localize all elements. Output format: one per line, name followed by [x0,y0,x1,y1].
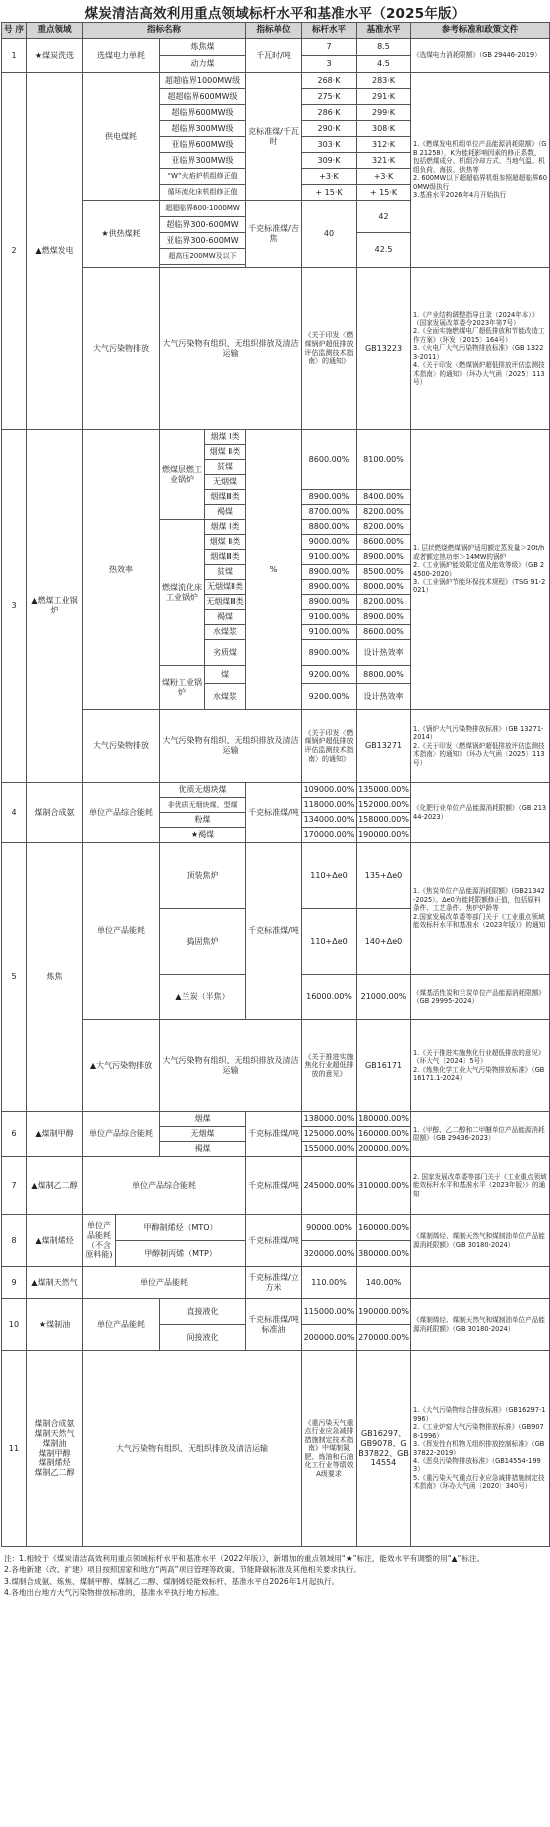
benchmark-cell: 118000.00% [302,798,357,813]
unit-cell: 千克标准煤/吨 [246,843,302,1020]
subitem-cell: 水煤浆 [205,684,246,710]
benchmark-cell: 8600.00% [302,430,357,490]
benchmark-cell: 125000.00% [302,1127,357,1142]
ref-cell: 《煤制烯烃、煤制天然气和煤制油单位产品能源消耗限额》（GB 30180-2024） [411,1299,550,1351]
base-cell: 设计热效率 [357,640,411,666]
domain-cell: ▲煤制烯烃 [27,1215,83,1267]
base-cell: +3·K [357,169,411,185]
subitem-cell: 无烟煤 [160,1127,246,1142]
benchmark-cell: 200000.00% [302,1325,357,1351]
base-cell: 308·K [357,121,411,137]
subitem-cell: 超临界300-600MW [160,217,246,233]
subitem-cell: 粉煤 [160,813,246,828]
base-cell: 135000.00% [357,783,411,798]
base-cell: 8900.00% [357,610,411,625]
subitem-cell: 劣质煤 [205,640,246,666]
benchmark-cell: 7 [302,39,357,56]
benchmark-cell: 320000.00% [302,1241,357,1267]
table-row [2,710,550,783]
subitem-cell: 无烟煤Ⅱ类 [205,580,246,595]
base-cell: 4.5 [357,56,411,73]
base-cell: 190000.00% [357,1299,411,1325]
domain-cell: ▲煤制乙二醇 [27,1157,83,1215]
subitem-cell: 亚临界600MW级 [160,137,246,153]
base-cell: 8.5 [357,39,411,56]
standards-table [1,22,550,1547]
table-row [2,783,550,798]
base-cell: 21000.00% [357,975,411,1020]
row-no: 5 [2,843,27,1112]
benchmark-cell: 155000.00% [302,1142,357,1157]
base-cell: 158000.00% [357,813,411,828]
ref-cell: 1.《燃煤发电机组单位产品能源消耗限额》（GB 21258），K为能耗影响因素的修正系数，包括燃煤成分、机组冷却方式、当地气温、机组负荷、海拔、供热等 2. 600MW以下超超临界机组参照超超临界600MW级执行 3.基准水平2026年4月开始执行 [411,73,550,268]
base-cell: 180000.00% [357,1112,411,1127]
subitem-cell: 动力煤 [160,56,246,73]
subitem-cell: 亚临界300MW级 [160,153,246,169]
benchmark-cell: 110.00% [302,1267,357,1299]
indicator-cell: ▲大气污染物排放 [83,1020,160,1112]
subitem-cell: 甲醇制烯烃（MTO） [116,1215,246,1241]
base-cell: 190000.00% [357,828,411,843]
ref-cell: 1.《焦炭单位产品能源消耗限额》(GB21342-2025）。Δe0为能耗限额修正值，包括原料条件、工艺条件、焦炉炉龄等 2.国家发展改革委等部门关于《工业重点领域能效标杆水平和基准水（2023年版）》的通知 [411,843,550,975]
base-cell: 312·K [357,137,411,153]
indicator-cell: 大气污染物排放 [83,710,160,783]
subitem-cell: 烟煤Ⅲ类 [205,490,246,505]
benchmark-cell: 9200.00% [302,666,357,684]
base-cell: 8900.00% [357,550,411,565]
benchmark-cell: 8700.00% [302,505,357,520]
desc-cell: 大气污染物有组织、无组织排放及清洁运输 [83,1351,302,1547]
benchmark-cell: 《关于推进实施焦化行业超低排放的意见》 [302,1020,357,1112]
table-row [2,268,550,430]
subitem-cell: 褐煤 [205,505,246,520]
row-no: 11 [2,1351,27,1547]
subitem-cell: 超超临界600-1000MW [160,201,246,217]
domain-cell: ▲燃煤发电 [27,73,83,430]
base-cell: 8600.00% [357,625,411,640]
table-header [2,23,550,39]
indicator-cell: 单位产品综合能耗 [83,1157,246,1215]
subitem-cell: 烟煤 Ⅰ类 [205,520,246,535]
indicator-cell: 单位产品能耗 [83,1267,246,1299]
unit-cell: 千克标准煤/吉焦 [246,201,302,268]
indicator-cell: 单位产品综合能耗 [83,1112,160,1157]
table-row [2,1112,550,1127]
ref-cell: 2. 国家发展改革委等部门关于《工业重点领域能效标杆水平和基准水平（2023年版）》的通知 [411,1157,550,1215]
desc-cell: 大气污染物有组织、无组织排放及清洁运输 [160,1020,302,1112]
benchmark-cell: 138000.00% [302,1112,357,1127]
subitem-cell: 烟煤 Ⅰ类 [205,430,246,445]
base-cell: 8800.00% [357,666,411,684]
table-row [2,430,550,445]
subitem-cell: 顶装焦炉 [160,843,246,909]
ref-cell: 1.《锅炉大气污染物排放标准》（GB 13271-2014） 2.《关于印发〈燃煤锅炉超低排放评估监测技术指南〉的通知》（环办大气函〔2025〕113号） [411,710,550,783]
subitem-cell: 直接液化 [160,1299,246,1325]
row-no: 10 [2,1299,27,1351]
indicator-cell: ★供热煤耗 [83,201,160,268]
unit-cell: 千克标准煤/吨 [246,1112,302,1157]
row-no: 3 [2,430,27,783]
table-row [2,1351,550,1547]
table-row [2,1299,550,1325]
base-cell: + 15·K [357,185,411,201]
benchmark-cell: 110+Δe0 [302,843,357,909]
subitem-cell: 烟煤 Ⅱ类 [205,445,246,460]
col-unit: 指标单位 [246,23,302,39]
col-no: 号 序 [2,23,27,39]
benchmark-cell: +3·K [302,169,357,185]
subitem-cell: 炼焦煤 [160,39,246,56]
desc-cell: 大气污染物有组织、无组织排放及清洁运输 [160,268,302,430]
subitem-cell: 贫煤 [205,565,246,580]
base-cell: 8200.00% [357,595,411,610]
benchmark-cell: 245000.00% [302,1157,357,1215]
benchmark-cell: 303·K [302,137,357,153]
subitem-cell: 超临界300MW级 [160,121,246,137]
row-no: 1 [2,39,27,73]
table-row [2,1020,550,1112]
row-no: 9 [2,1267,27,1299]
ref-cell: 1.《甲醇、乙二醇和二甲醚单位产品能源消耗限额》（GB 29436-2023） [411,1112,550,1157]
row-no: 4 [2,783,27,843]
row-no: 6 [2,1112,27,1157]
subitem-cell: 贫煤 [205,460,246,475]
ref-cell: 《化肥行业单位产品能源消耗限额》（GB 21344-2023） [411,783,550,843]
domain-cell: 煤制合成氨 煤制天然气 煤制油 煤制甲醇 煤制烯烃 煤制乙二醇 [27,1351,83,1547]
base-cell: 152000.00% [357,798,411,813]
subitem-cell: 褐煤 [205,610,246,625]
unit-cell: 千克标准煤/立方米 [246,1267,302,1299]
benchmark-cell: 110+Δe0 [302,909,357,975]
col-ref: 参考标准和政策文件 [411,23,550,39]
domain-cell: 煤制合成氨 [27,783,83,843]
domain-cell: ★煤制油 [27,1299,83,1351]
benchmark-cell: 8900.00% [302,490,357,505]
benchmark-cell: 16000.00% [302,975,357,1020]
footnote: 2.各地新建（改、扩建）项目按照国家和地方“两高”项目管理等政策、节能降碳标准及其他相关要求执行。 [4,1565,361,1575]
base-cell: 299·K [357,105,411,121]
base-cell: 8200.00% [357,520,411,535]
base-cell: 291·K [357,89,411,105]
benchmark-cell: 90000.00% [302,1215,357,1241]
subitem-cell: “W”火焰炉机组修正值 [160,169,246,185]
subitem-cell: 煤 [205,666,246,684]
benchmark-cell: 9100.00% [302,625,357,640]
table-row [2,1267,550,1299]
benchmark-cell: 8900.00% [302,595,357,610]
subitem-cell: 无烟煤Ⅲ类 [205,595,246,610]
indicator-cell: 大气污染物排放 [83,268,160,430]
subitem-cell: 无烟煤 [205,475,246,490]
base-cell: GB16171 [357,1020,411,1112]
domain-cell: ★煤炭洗选 [27,39,83,73]
ref-cell: 《煤制烯烃、煤制天然气和煤制油单位产品能源消耗限额》（GB 30180-2024） [411,1215,550,1267]
table-row [2,843,550,909]
indicator-cell: 单位产品综合能耗 [83,783,160,843]
ref-cell: 《选煤电力消耗限额》（GB 29446-2019） [411,39,550,73]
footnote: 4.各地出台地方大气污染物排放标准的，基准水平执行地方标准。 [4,1588,224,1598]
subitem-cell: 超临界600MW级 [160,105,246,121]
benchmark-cell: 115000.00% [302,1299,357,1325]
subitem-cell: 超高压200MW及以下 [160,249,246,265]
base-cell: 8500.00% [357,565,411,580]
subitem-cell: 超超临界1000MW级 [160,73,246,89]
unit-cell: % [246,430,302,710]
base-cell: 310000.00% [357,1157,411,1215]
subitem-cell: 超超临界600MW级 [160,89,246,105]
benchmark-cell: 40 [302,201,357,268]
base-cell: 160000.00% [357,1127,411,1142]
base-cell: 160000.00% [357,1215,411,1241]
base-cell: 8200.00% [357,505,411,520]
unit-cell: 千克标准煤/吨 [246,1215,302,1267]
base-cell: 8100.00% [357,430,411,490]
benchmark-cell: 9100.00% [302,610,357,625]
subitem-cell: 褐煤 [160,1142,246,1157]
benchmark-cell: 《重污染天气重点行业应急减排措施制定技术指南》中煤制氮肥、炼油和石油化工行业等绩效A级要求 [302,1351,357,1547]
indicator-cell: 单位产品能耗（不含原料能) [83,1215,116,1267]
benchmark-cell: 《关于印发〈燃煤锅炉超低排放评估监测技术指南〉的通知》 [302,268,357,430]
base-cell: 283·K [357,73,411,89]
indicator-cell: 选煤电力单耗 [83,39,160,73]
col-indicator: 指标名称 [83,23,246,39]
ref-cell: 1.《关于推进实施焦化行业超低排放的意见》（环大气〔2024〕5号） 2.《炼焦化学工业大气污染物排放标准》（GB16171.1-2024） [411,1020,550,1112]
group-cell: 煤粉工业锅炉 [160,666,205,710]
table-row [2,39,550,56]
ref-cell: 1.《产业结构调整指导目录（2024年本）》（国家发展改革委令2023年第7号） 2.《全面实施燃煤电厂超低排放和节能改造工作方案》（环发〔2015〕164号） 3.《火电厂大气污染物排放标准》（GB 13223-2011） 4.《关于印发〈燃煤锅炉超低排放评估监测技术指南〉的通知》（环办大气函〔2025〕113号） [411,268,550,430]
benchmark-cell: 268·K [302,73,357,89]
base-cell: 270000.00% [357,1325,411,1351]
subitem-cell: 亚临界300-600MW [160,233,246,249]
subitem-cell: 甲醇制丙烯（MTP） [116,1241,246,1267]
row-no: 7 [2,1157,27,1215]
benchmark-cell: 8900.00% [302,580,357,595]
page-title: 煤炭清洁高效利用重点领域标杆水平和基准水平（2025年版） [84,6,466,22]
footnote: 注：1.相较于《煤炭清洁高效利用重点领域标杆水平和基准水平（2022年版）》，新增加的重点领域用“★”标注，能效水平有调整的用“▲”标注。 [4,1554,485,1563]
base-cell: 8600.00% [357,535,411,550]
group-cell: 燃煤流化床工业锅炉 [160,520,205,666]
ref-cell: 1. 层状燃烧燃煤锅炉适用额定蒸发量＞20t/h或者额定热功率＞14MW的锅炉 2.《工业锅炉能效限定值及能效等级》（GB 24500-2020） 3.《工业锅炉节能环保技术规程》（TSG 91-2021） [411,430,550,710]
base-cell: 42.5 [357,233,411,268]
base-cell: 140.00% [357,1267,411,1299]
base-cell: 200000.00% [357,1142,411,1157]
benchmark-cell: 3 [302,56,357,73]
table-row [2,73,550,89]
indicator-cell: 单位产品能耗 [83,843,160,1020]
col-benchmark: 标杆水平 [302,23,357,39]
indicator-cell: 供电煤耗 [83,73,160,201]
footnote: 3.煤制合成氨、炼焦、煤制甲醇、煤制乙二醇、煤制烯烃能效标杆、基准水平自2026年1月起执行。 [4,1576,340,1586]
base-cell: 380000.00% [357,1241,411,1267]
subitem-cell: ▲兰炭（半焦） [160,975,246,1020]
base-cell: 设计热效率 [357,684,411,710]
subitem-cell: 循环流化床机组修正值 [160,185,246,201]
table-row [2,1215,550,1241]
table-row [2,1157,550,1215]
row-no: 2 [2,73,27,430]
benchmark-cell: 286·K [302,105,357,121]
col-base: 基准水平 [357,23,411,39]
benchmark-cell: 8900.00% [302,565,357,580]
benchmark-cell: 9200.00% [302,684,357,710]
base-cell: GB16297、GB9078、GB37822、GB14554 [357,1351,411,1547]
benchmark-cell: 9000.00% [302,535,357,550]
subitem-cell: 烟煤 [160,1112,246,1127]
base-cell: GB13223 [357,268,411,430]
subitem-cell: 非优质无烟块煤、型煤 [160,798,246,813]
col-domain: 重点领域 [27,23,83,39]
base-cell: 8400.00% [357,490,411,505]
base-cell: 8000.00% [357,580,411,595]
base-cell: 140+Δe0 [357,909,411,975]
unit-cell: 千克标准煤/吨 [246,783,302,843]
benchmark-cell: 309·K [302,153,357,169]
benchmark-cell: 9100.00% [302,550,357,565]
unit-cell: 千瓦时/吨 [246,39,302,73]
base-cell: 135+Δe0 [357,843,411,909]
footnotes [0,1547,550,1599]
benchmark-cell: 8900.00% [302,640,357,666]
benchmark-cell: 134000.00% [302,813,357,828]
unit-cell: 千克标准煤/吨 [246,1157,302,1215]
benchmark-cell: 170000.00% [302,828,357,843]
domain-cell: ▲煤制甲醇 [27,1112,83,1157]
desc-cell: 大气污染物有组织、无组织排放及清洁运输 [160,710,302,783]
benchmark-cell: 290·K [302,121,357,137]
ref-cell: 《煤基活性炭和兰炭单位产品能源消耗限额》（GB 29995-2024） [411,975,550,1020]
benchmark-cell: 109000.00% [302,783,357,798]
domain-cell: 炼焦 [27,843,83,1112]
subitem-cell: ★褐煤 [160,828,246,843]
base-cell: 321·K [357,153,411,169]
subitem-cell: 间接液化 [160,1325,246,1351]
subitem-cell: 烟煤 Ⅱ类 [205,535,246,550]
domain-cell: ▲煤制天然气 [27,1267,83,1299]
unit-cell: 克标准煤/千瓦时 [246,73,302,201]
row-no: 8 [2,1215,27,1267]
subitem-cell: 优质无烟块煤 [160,783,246,798]
base-cell: 42 [357,201,411,233]
benchmark-cell: 《关于印发〈燃煤锅炉超低排放评估监测技术指南〉的通知》 [302,710,357,783]
domain-cell: ▲燃煤工业锅炉 [27,430,83,783]
ref-cell [411,1267,550,1299]
unit-cell: 千克标准煤/吨标准油 [246,1299,302,1351]
indicator-cell: 单位产品能耗 [83,1299,160,1351]
benchmark-cell: 275·K [302,89,357,105]
benchmark-cell: 8800.00% [302,520,357,535]
subitem-cell: 烟煤Ⅲ类 [205,550,246,565]
subitem-cell: 捣固焦炉 [160,909,246,975]
ref-cell: 1.《大气污染物综合排放标准》（GB16297-1996） 2.《工业炉窑大气污染物排放标准》（GB9078-1996） 3.《挥发性有机物无组织排放控制标准》（GB37822-2019） 4.《恶臭污染物排放标准》（GB14554-1993） 5.《重污染天气重点行业应急减排措施制定技术指南》（环办大气函〔2020〕340号） [411,1351,550,1547]
group-cell: 燃煤层燃工业锅炉 [160,430,205,520]
base-cell: GB13271 [357,710,411,783]
subitem-cell: 水煤浆 [205,625,246,640]
benchmark-cell: + 15·K [302,185,357,201]
indicator-cell: 热效率 [83,430,160,710]
